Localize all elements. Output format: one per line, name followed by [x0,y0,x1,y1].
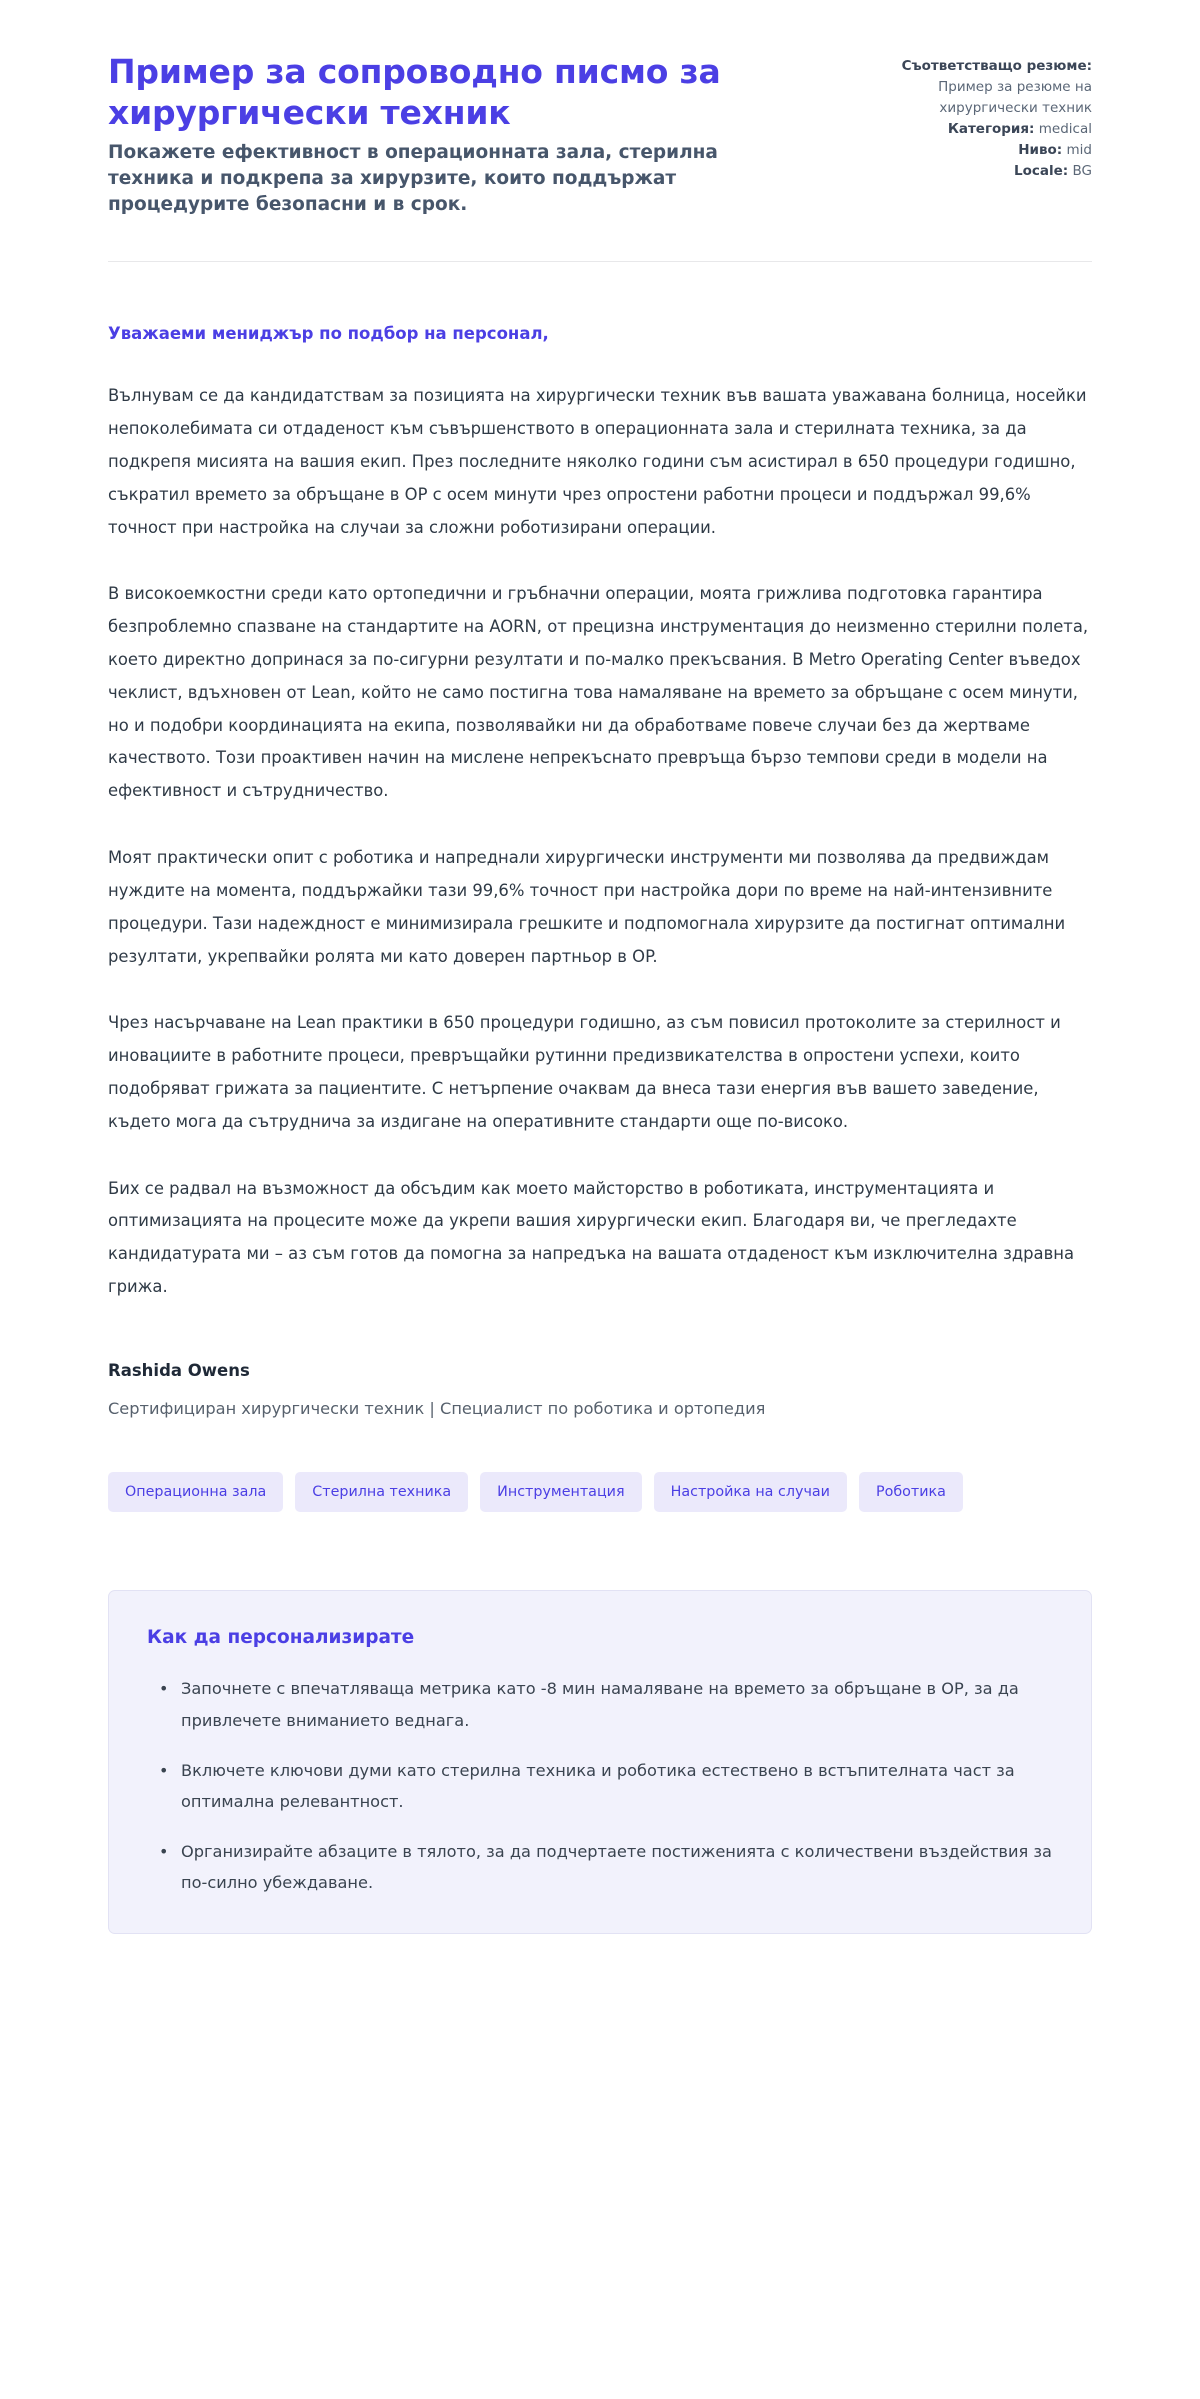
letter-signature [108,1358,1092,1422]
cover-letter-body [108,262,1092,1423]
page-subtitle: Покажете ефективност в операционната зала, стерилна техника и подкрепа за хирурзите, които поддържат процедурите безопасни и в срок. [108,141,718,216]
skill-tag[interactable]: Стерилна техника [295,1472,468,1512]
tips-title: Как да персонализирате [147,1627,415,1649]
tips-list-item: • Организирайте абзаците в тялото, за да подчертаете постиженията с количествени въздействия за по-силно убеждаване. [169,1836,1053,1899]
skill-tag[interactable]: Роботика [859,1472,963,1512]
skill-tag[interactable]: Настройка на случаи [654,1472,847,1512]
letter-paragraph: Моят практически опит с роботика и напреднали хирургически инструменти ми позволява да предвиждам нуждите на момента, поддържайки тази 99,6% точност при настройка дори по време на най-интензивните процедури. Тази надеждност е минимизирала грешките и подпомогнала хирурзите да постигнат оптимални резултати, укрепвайки ролята ми като доверен партньор в OP. [108,848,1066,966]
letter-paragraph: Вълнувам се да кандидатствам за позицията на хирургически техник във вашата уважавана болница, носейки непоколебимата си отдаденост към съвършенството в операционната зала и стерилната техника, за да подкрепя мисията на вашия екип. През последните няколко години съм асистирал в 650 процедури годишно, съкратил времето за обръщане в OP с осем минути чрез опростени работни процеси и поддържал 99,6% точност при настройка на случаи за сложни роботизирани операции. [108,386,1087,537]
tips-list [147,1673,1053,1899]
meta-locale [874,161,1092,182]
skill-tag[interactable]: Операционна зала [108,1472,283,1512]
tips-list-item: • Включете ключови думи като стерилна техника и роботика естествено в встъпителната част за оптимална релевантност. [169,1755,1053,1818]
header-metadata [874,52,1092,182]
meta-category-label: Категория: [947,120,1035,137]
letter-paragraph: Чрез насърчаване на Lean практики в 650 процедури годишно, аз съм повисил протоколите за стерилност и иновациите в работните процеси, превръщайки рутинни предизвикателства в опростени успехи, които подобряват грижата за пациентите. С нетърпение очаквам да внеса тази енергия във вашето заведение, където мога да сътруднича за издигане на оперативните стандарти още по-високо. [108,1013,1061,1131]
meta-level-value: mid [1066,141,1092,158]
letter-paragraph: Бих се радвал на възможност да обсъдим как моето майсторство в роботиката, инструментацията и оптимизацията на процесите може да укрепи вашия хирургически екип. Благодаря ви, че прегледахте кандидатурата ми – аз съм готов да помогна за напредъка на вашата отдаденост към изключителна здравна грижа. [108,1178,1075,1297]
tips-list-item: • Започнете с впечатляваща метрика като -8 мин намаляване на времето за обръщане в OP, за да привлечете вниманието веднага. [169,1673,1053,1736]
meta-matching-resume-value: Пример за резюме на хирургически техник [938,78,1092,116]
skill-tag[interactable]: Инструментация [480,1472,641,1512]
letter-paragraph: В високоемкостни среди като ортопедични и гръбначни операции, моята грижлива подготовка гарантира безпроблемно спазване на стандартите на AORN, от прецизна инструментация до неизменно стерилни полета, което директно допринася за по-сигурни резултати и по-малко прекъсвания. В Metro Operating Center въведох чеклист, вдъхновен от Lean, който не само постигна това намаляване на времето за обръщане с осем минути, но и подобри координацията на екипа, позволявайки ни да обработваме повече случаи без да жертваме качеството. Този проактивен начин на мислене непрекъснато превръща бързо темпови среди в модели на ефективност и сътрудничество. [108,584,1089,801]
meta-category-value: medical [1038,120,1092,137]
meta-matching-resume [874,56,1092,119]
document-header [108,0,1092,219]
letter-salutation: Уважаеми мениджър по подбор на персонал, [108,323,549,343]
meta-locale-value: BG [1072,162,1092,179]
meta-matching-resume-label: Съответстващо резюме: [901,58,1092,74]
meta-level [874,140,1092,161]
skill-tag-list [108,1472,1092,1512]
header-title-block [108,52,768,219]
meta-locale-label: Locale: [1014,162,1069,179]
signature-title: Сертифициран хирургически техник | Специалист по роботика и ортопедия [108,1399,766,1419]
meta-level-label: Ниво: [1018,141,1063,158]
meta-category [874,119,1092,140]
customization-tips-callout [108,1590,1092,1933]
page-title: Пример за сопроводно писмо за хирургически техник [108,52,721,132]
signature-name: Rashida Owens [108,1360,250,1380]
